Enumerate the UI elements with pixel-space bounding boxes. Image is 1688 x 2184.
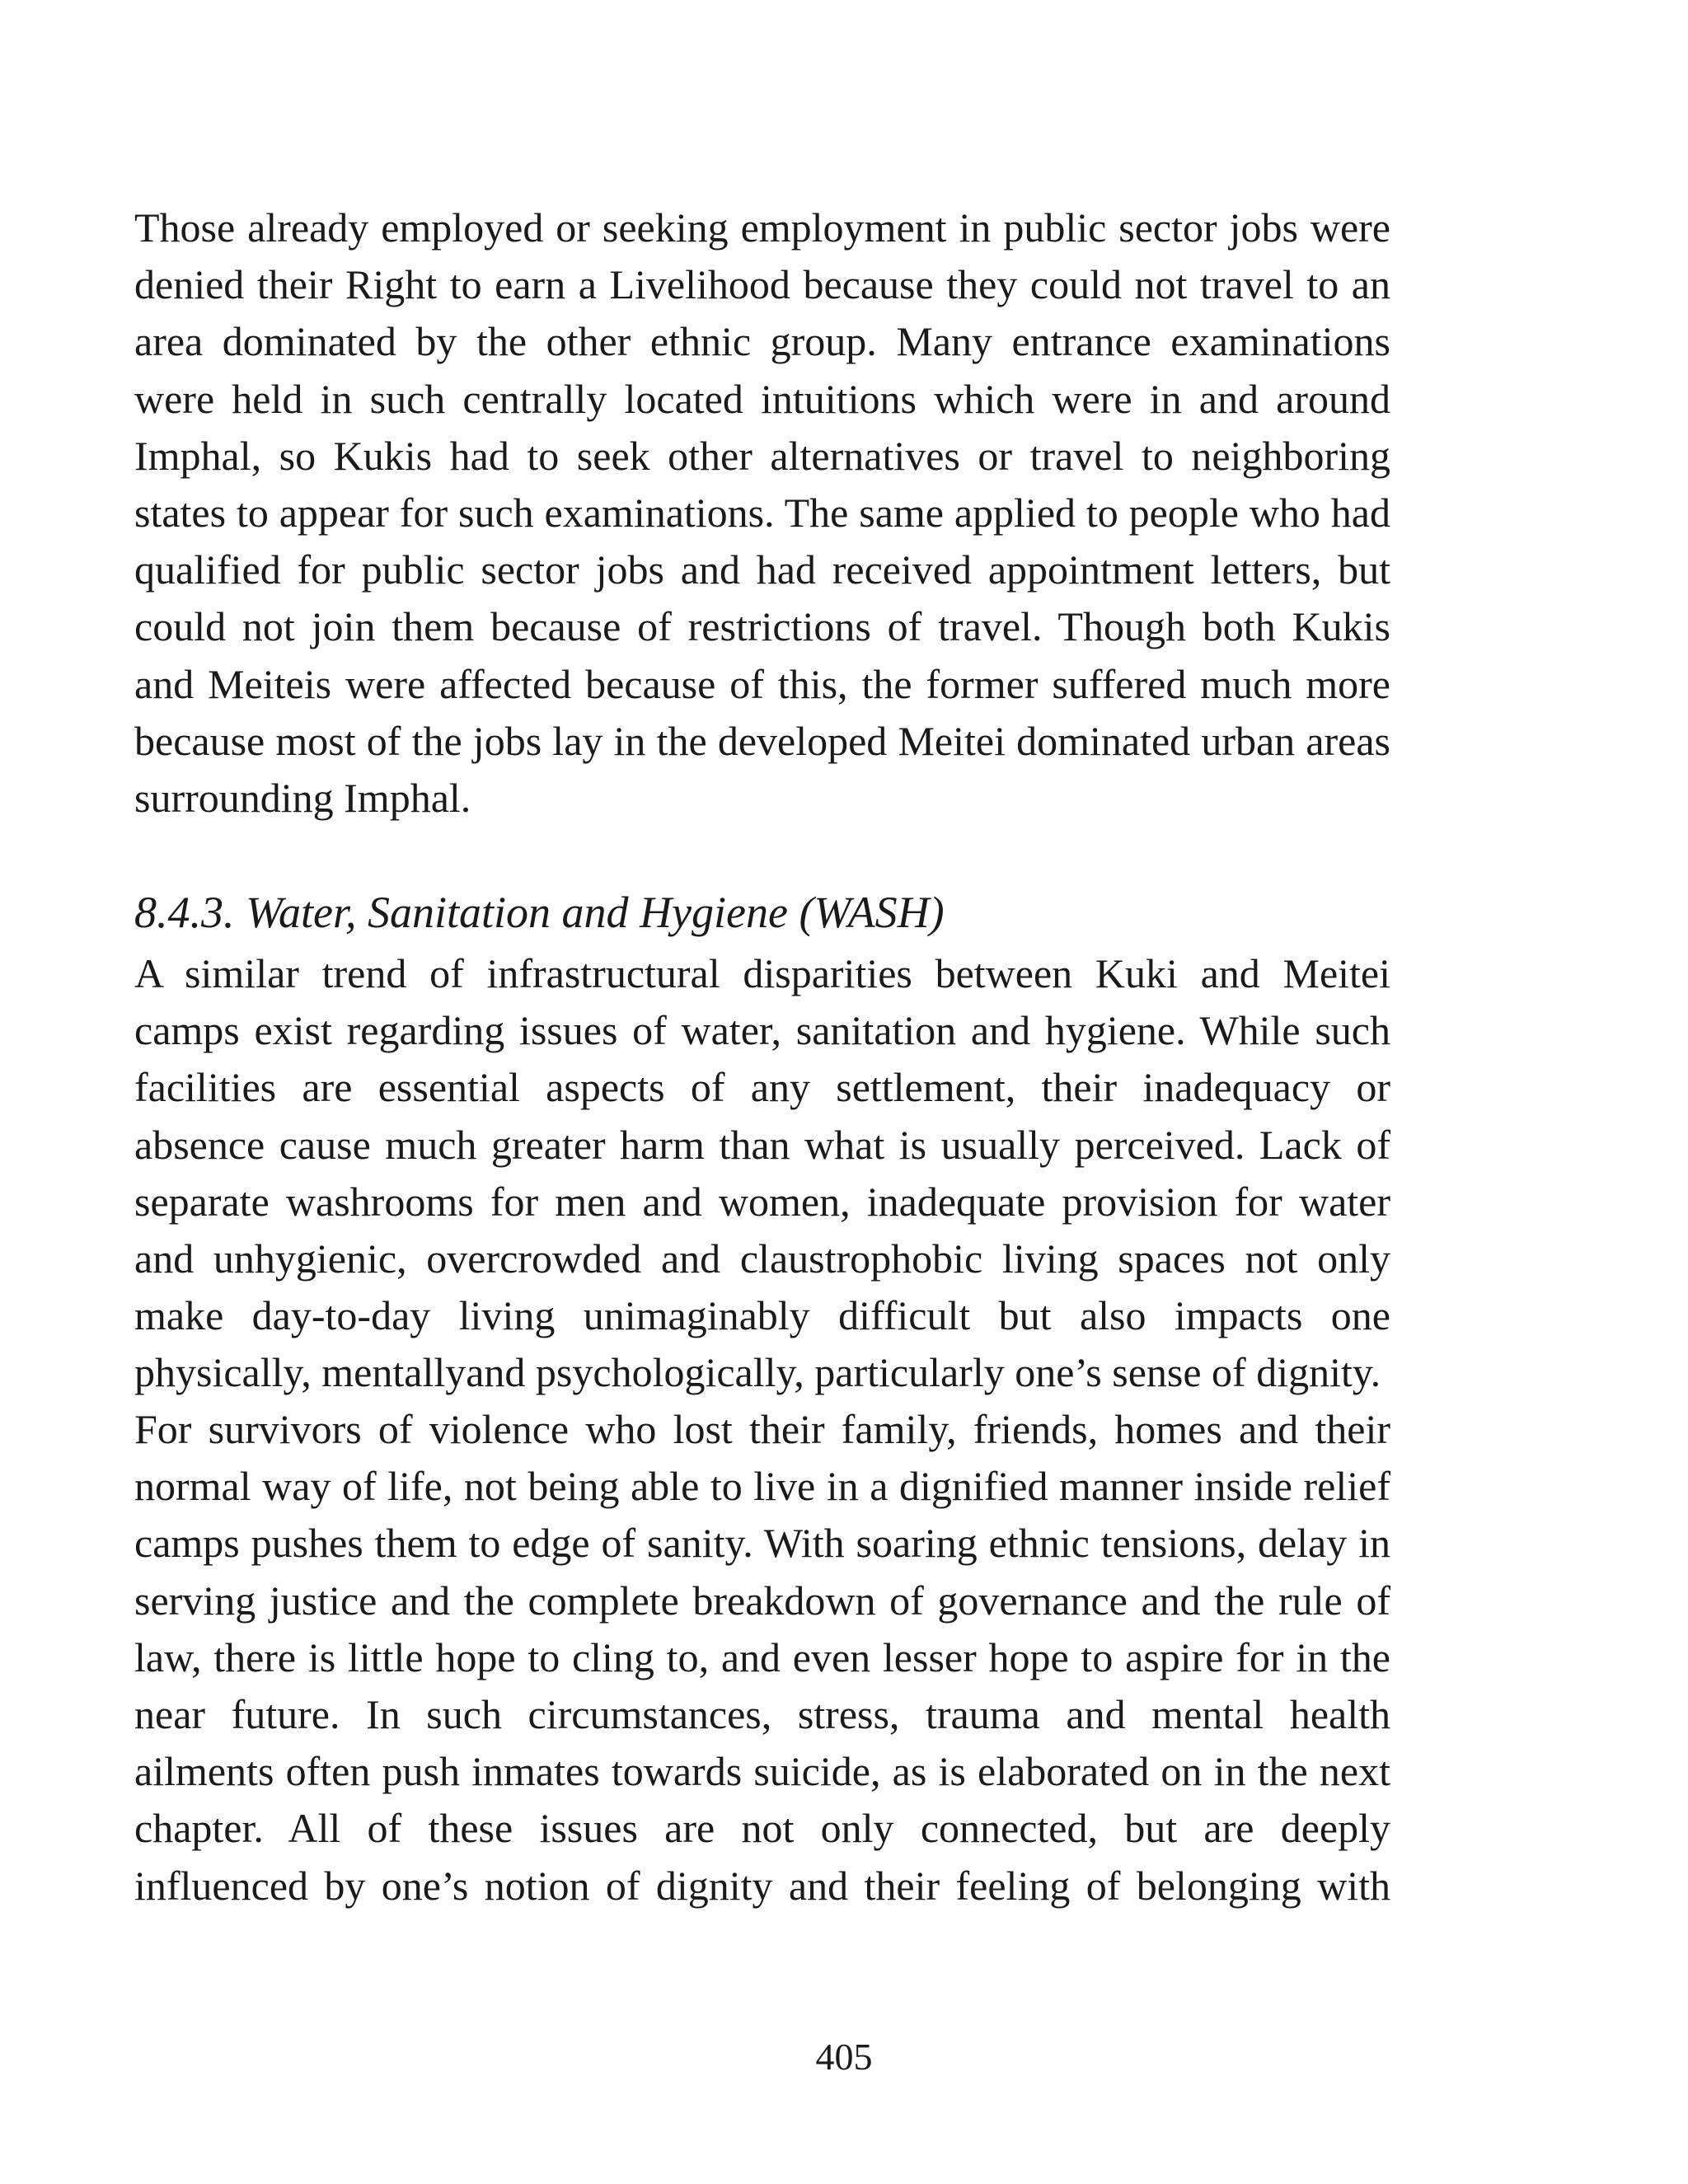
section-heading: 8.4.3. Water, Sanitation and Hygiene (WASH) <box>134 888 945 937</box>
paragraph-wash-survivors: For survivors of violence who lost their family, friends, homes and their normal way of life, not being able to live in a dignified manner inside relief camps pushes them to edge of sanity. With soaring ethnic tensions, delay in serving justice and the complete breakdown of governance and the rule of law, there is little hope to cling to, and even lesser hope to aspire for in the near future. In such circumstances, stress, trauma and mental health ailments often push inmates towards suicide, as is elaborated on in the next chapter. All of these issues are not only connected, but are deeply influenced by one’s notion of dignity and their feeling of belonging with <box>134 1406 1390 1909</box>
page-number: 405 <box>815 2036 873 2078</box>
paragraph-employment: Those already employed or seeking employment in public sector jobs were denied their Right to earn a Livelihood because they could not travel to an area dominated by the other ethnic group. Many entrance examinations were held in such centrally located intuitions which were in and around Imphal, so Kukis had to seek other alternatives or travel to neighboring states to appear for such examinations. The same applied to people who had qualified for public sector jobs and had received appointment letters, but could not join them because of restrictions of travel. Though both Kukis and Meiteis were affected because of this, the former suffered much more because most of the jobs lay in the developed Meitei dominated urban areas surrounding Imphal. <box>134 204 1390 822</box>
paragraph-wash-disparities: A similar trend of infrastructural disparities between Kuki and Meitei camps exist regarding issues of water, sanitation and hygiene. While such facilities are essential aspects of any settlement, their inadequacy or absence cause much greater harm than what is usually perceived. Lack of separate washrooms for men and women, inadequate provision for water and unhygienic, overcrowded and claustrophobic living spaces not only make day-to-day living unimaginably difficult but also impacts one physically, mentallyand psychologically, particularly one’s sense of dignity. <box>134 950 1390 1396</box>
